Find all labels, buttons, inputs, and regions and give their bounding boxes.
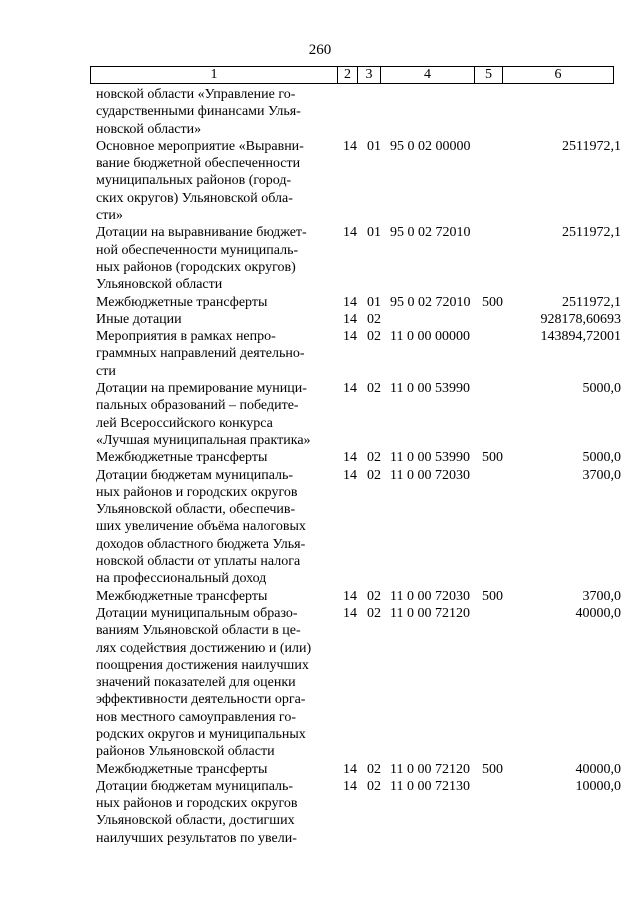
table-row bbox=[96, 86, 616, 138]
cell-c2: 14 bbox=[343, 605, 357, 621]
cell-c5: 500 bbox=[482, 294, 503, 310]
row-description bbox=[96, 588, 336, 605]
cell-c4: 11 0 00 72120 bbox=[390, 761, 470, 777]
table-row bbox=[96, 605, 621, 761]
column-header-4: 4 bbox=[381, 67, 475, 84]
description-line: ских округов) Ульяновской обла- bbox=[96, 190, 293, 206]
description-line: Дотации на премирование муници- bbox=[96, 381, 307, 397]
cell-c5: 500 bbox=[482, 761, 503, 777]
cell-c4: 11 0 00 72120 bbox=[390, 605, 470, 621]
table-body bbox=[96, 86, 621, 847]
cell-c2: 14 bbox=[343, 778, 357, 794]
table-row bbox=[96, 224, 621, 293]
description-line: Ульяновской области, обеспечив- bbox=[96, 502, 296, 518]
description-line: нов местного самоуправления го- bbox=[96, 709, 296, 725]
cell-c6: 143894,72001 bbox=[540, 329, 621, 345]
cell-c6: 3700,0 bbox=[582, 467, 621, 483]
description-line: Межбюджетные трансферты bbox=[96, 450, 268, 466]
description-line: поощрения достижения наилучших bbox=[96, 657, 309, 673]
cell-c2: 14 bbox=[343, 138, 357, 154]
cell-c3: 01 bbox=[367, 225, 381, 241]
row-description bbox=[96, 328, 336, 380]
description-line: «Лучшая муниципальная практика» bbox=[96, 432, 311, 448]
description-line: значений показателей для оценки bbox=[96, 675, 296, 691]
column-header-6: 6 bbox=[503, 67, 614, 84]
row-description bbox=[96, 294, 336, 311]
description-line: вание бюджетной обеспеченности bbox=[96, 156, 301, 172]
cell-c6: 2511972,1 bbox=[562, 138, 621, 154]
cell-c6: 2511972,1 bbox=[562, 225, 621, 241]
description-line: Дотации бюджетам муниципаль- bbox=[96, 778, 294, 794]
table-row bbox=[96, 778, 621, 847]
cell-c3: 02 bbox=[367, 467, 381, 483]
table-row bbox=[96, 588, 621, 605]
cell-c4: 95 0 02 72010 bbox=[390, 225, 471, 241]
table-row bbox=[96, 328, 621, 380]
cell-c6: 40000,0 bbox=[575, 605, 621, 621]
cell-c4: 11 0 00 53990 bbox=[390, 381, 470, 397]
description-line: Дотации на выравнивание бюджет- bbox=[96, 225, 307, 241]
cell-c6: 10000,0 bbox=[575, 778, 621, 794]
description-line: Иные дотации bbox=[96, 311, 182, 327]
cell-c2: 14 bbox=[343, 294, 357, 310]
description-line: сударственными финансами Улья- bbox=[96, 104, 301, 120]
description-line: ных районов и городских округов bbox=[96, 484, 298, 500]
description-line: Дотации бюджетам муниципаль- bbox=[96, 467, 294, 483]
column-header-1: 1 bbox=[91, 67, 338, 84]
description-line: новской области» bbox=[96, 121, 202, 137]
cell-c3: 02 bbox=[367, 311, 381, 327]
cell-c2: 14 bbox=[343, 761, 357, 777]
description-line: Мероприятия в рамках непро- bbox=[96, 329, 276, 345]
cell-c6: 2511972,1 bbox=[562, 294, 621, 310]
row-description bbox=[96, 761, 336, 778]
cell-c6: 5000,0 bbox=[582, 450, 621, 466]
description-line: пальных образований – победите- bbox=[96, 398, 299, 414]
table-row bbox=[96, 380, 621, 449]
cell-c3: 02 bbox=[367, 381, 381, 397]
description-line: новской области от уплаты налога bbox=[96, 554, 301, 570]
column-header-3: 3 bbox=[358, 67, 381, 84]
description-line: муниципальных районов (город- bbox=[96, 173, 292, 189]
cell-c3: 02 bbox=[367, 605, 381, 621]
table-row bbox=[96, 467, 621, 588]
row-description bbox=[96, 311, 336, 328]
cell-c4: 11 0 00 00000 bbox=[390, 329, 470, 345]
cell-c3: 01 bbox=[367, 294, 381, 310]
cell-c3: 02 bbox=[367, 450, 381, 466]
column-header-row bbox=[91, 67, 614, 84]
description-line: лей Всероссийского конкурса bbox=[96, 415, 273, 431]
row-description bbox=[96, 138, 336, 224]
cell-c3: 02 bbox=[367, 778, 381, 794]
description-line: лях содействия достижению и (или) bbox=[96, 640, 312, 656]
cell-c2: 14 bbox=[343, 329, 357, 345]
table-row bbox=[96, 138, 621, 224]
description-line: наилучших результатов по увели- bbox=[96, 830, 297, 846]
row-description bbox=[96, 86, 336, 138]
description-line: ных районов (городских округов) bbox=[96, 259, 296, 275]
description-line: Дотации муниципальным образо- bbox=[96, 605, 298, 621]
cell-c2: 14 bbox=[343, 311, 357, 327]
cell-c6: 3700,0 bbox=[582, 588, 621, 604]
description-line: Ульяновской области, достигших bbox=[96, 813, 295, 829]
cell-c4: 11 0 00 53990 bbox=[390, 450, 470, 466]
cell-c3: 02 bbox=[367, 329, 381, 345]
description-line: новской области «Управление го- bbox=[96, 87, 296, 102]
cell-c6: 5000,0 bbox=[582, 381, 621, 397]
table-row bbox=[96, 761, 621, 778]
column-header-5: 5 bbox=[475, 67, 503, 84]
table-row bbox=[96, 294, 621, 311]
cell-c2: 14 bbox=[343, 381, 357, 397]
description-line: граммных направлений деятельно- bbox=[96, 346, 305, 362]
cell-c3: 02 bbox=[367, 761, 381, 777]
column-header-table bbox=[90, 66, 614, 84]
cell-c2: 14 bbox=[343, 225, 357, 241]
cell-c4: 95 0 02 72010 bbox=[390, 294, 471, 310]
description-line: ваниям Ульяновской области в це- bbox=[96, 623, 301, 639]
description-line: на профессиональный доход bbox=[96, 571, 267, 587]
description-line: Межбюджетные трансферты bbox=[96, 761, 268, 777]
cell-c6: 40000,0 bbox=[575, 761, 621, 777]
description-line: Межбюджетные трансферты bbox=[96, 588, 268, 604]
row-description bbox=[96, 778, 336, 847]
description-line: Межбюджетные трансферты bbox=[96, 294, 268, 310]
cell-c5: 500 bbox=[482, 588, 503, 604]
cell-c2: 14 bbox=[343, 450, 357, 466]
cell-c5: 500 bbox=[482, 450, 503, 466]
cell-c4: 95 0 02 00000 bbox=[390, 138, 471, 154]
cell-c4: 11 0 00 72030 bbox=[390, 467, 470, 483]
description-line: ных районов и городских округов bbox=[96, 796, 298, 812]
cell-c6: 928178,60693 bbox=[540, 311, 621, 327]
cell-c3: 02 bbox=[367, 588, 381, 604]
cell-c4: 11 0 00 72130 bbox=[390, 778, 470, 794]
cell-c2: 14 bbox=[343, 467, 357, 483]
description-line: ной обеспеченности муниципаль- bbox=[96, 242, 299, 258]
cell-c4: 11 0 00 72030 bbox=[390, 588, 470, 604]
row-description bbox=[96, 449, 336, 466]
row-description bbox=[96, 380, 336, 449]
description-line: сти» bbox=[96, 208, 123, 224]
table-row bbox=[96, 449, 621, 466]
description-line: ших увеличение объёма налоговых bbox=[96, 519, 306, 535]
row-description bbox=[96, 467, 336, 588]
cell-c2: 14 bbox=[343, 588, 357, 604]
description-line: эффективности деятельности орга- bbox=[96, 692, 306, 708]
description-line: родских округов и муниципальных bbox=[96, 726, 306, 742]
row-description bbox=[96, 605, 336, 761]
description-line: Основное мероприятие «Выравни- bbox=[96, 138, 304, 154]
row-description bbox=[96, 224, 336, 293]
description-line: доходов областного бюджета Улья- bbox=[96, 536, 306, 552]
description-line: сти bbox=[96, 363, 116, 379]
table-row bbox=[96, 311, 621, 328]
page-number: 260 bbox=[308, 42, 332, 58]
description-line: районов Ульяновской области bbox=[96, 744, 275, 760]
cell-c3: 01 bbox=[367, 138, 381, 154]
column-header-2: 2 bbox=[338, 67, 358, 84]
description-line: Ульяновской области bbox=[96, 277, 223, 293]
